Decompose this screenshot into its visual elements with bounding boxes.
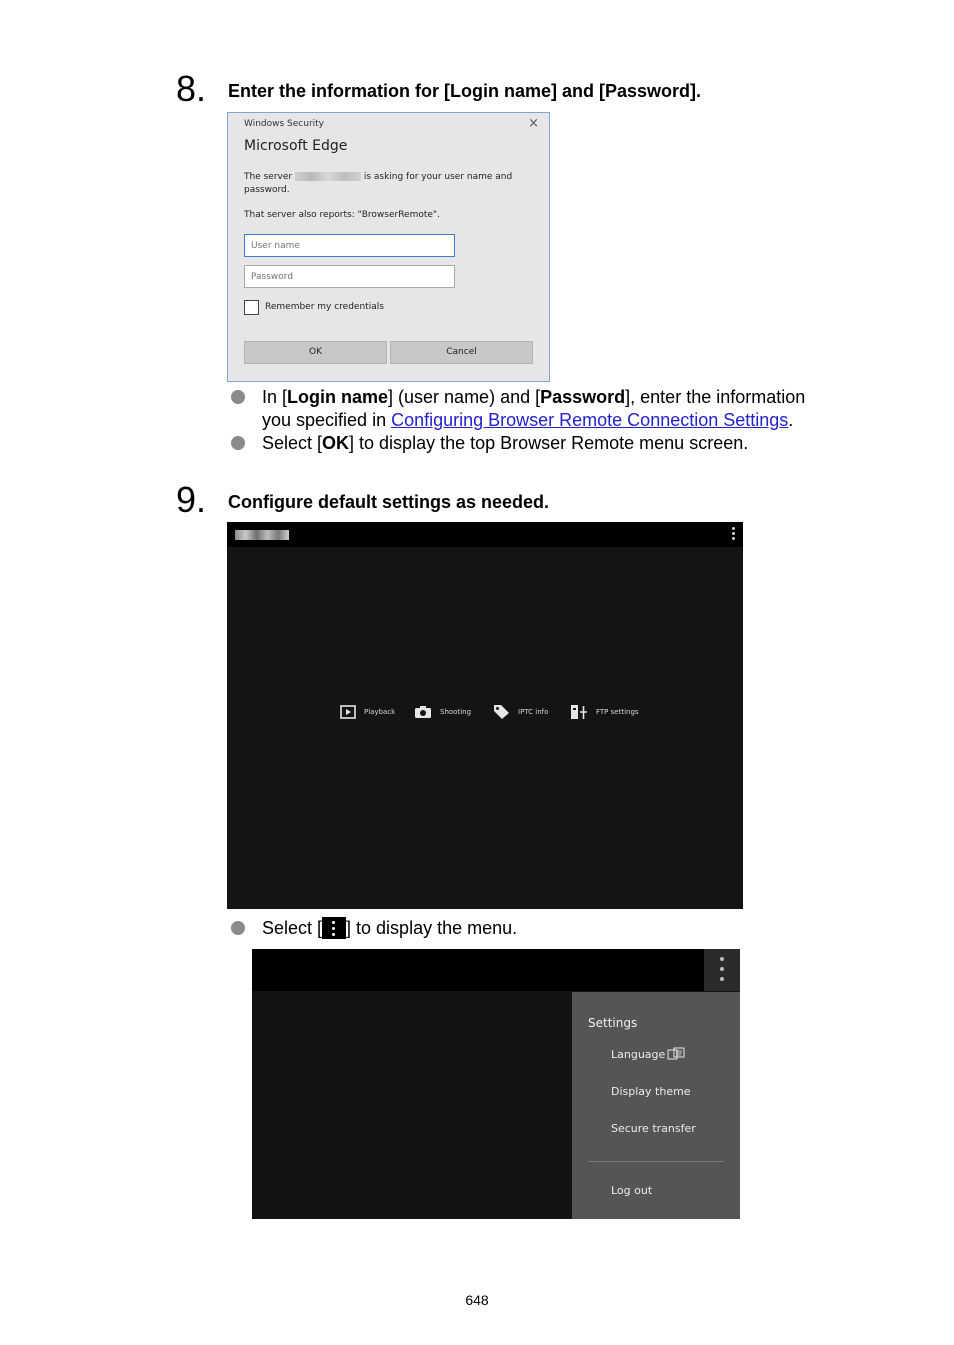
secure-transfer-menu-item[interactable]: Secure transfer	[611, 1122, 696, 1135]
dialog-message-after: is asking for your user name and password.	[244, 172, 513, 195]
configuring-settings-link[interactable]: Configuring Browser Remote Connection Settings	[391, 410, 789, 430]
bullet-login-text	[262, 386, 862, 432]
language-icon	[667, 1047, 685, 1061]
bullet-menu-text	[262, 917, 862, 940]
menu-top-bar	[252, 949, 740, 991]
bullet-dot	[231, 436, 245, 450]
username-input[interactable]	[244, 234, 455, 257]
settings-menu-screen	[252, 949, 740, 1219]
page-number: 648	[465, 1292, 489, 1308]
bullet-dot	[231, 921, 245, 935]
step-9-title: Configure default settings as needed.	[228, 492, 550, 512]
text-span: ] (user name) and [	[388, 387, 541, 407]
text-span: ] to display the menu.	[346, 918, 518, 938]
remember-label: Remember my credentials	[265, 302, 384, 312]
playback-icon	[340, 705, 356, 719]
inline-kebab-icon	[322, 917, 346, 939]
top-bar	[227, 522, 743, 547]
settings-panel	[572, 992, 740, 1219]
text-span: In [	[262, 387, 288, 407]
text-span: you specified in	[262, 410, 392, 430]
iptc-menu-item[interactable]	[493, 702, 548, 722]
windows-security-dialog	[227, 112, 550, 382]
camera-icon	[414, 705, 432, 719]
dialog-message	[244, 171, 524, 197]
dialog-server-report: That server also reports: "BrowserRemote".	[244, 210, 440, 220]
close-icon[interactable]: ×	[528, 116, 539, 131]
playback-menu-item[interactable]	[340, 702, 395, 722]
ok-bold: OK	[322, 433, 350, 453]
dialog-message-before: The server	[244, 172, 295, 182]
language-label: Language	[611, 1047, 666, 1061]
tag-icon	[493, 704, 510, 720]
kebab-menu-button[interactable]	[704, 949, 740, 991]
cancel-button[interactable]: Cancel	[390, 341, 533, 364]
settings-heading: Settings	[588, 1016, 638, 1030]
browser-remote-top-screen	[227, 522, 743, 909]
bullet-ok-text	[262, 432, 862, 455]
ftp-menu-item[interactable]	[570, 702, 639, 722]
password-input[interactable]	[244, 265, 455, 288]
bullet-dot	[231, 390, 245, 404]
step-8-number: 8.	[176, 68, 207, 109]
password-bold: Password	[540, 387, 626, 407]
login-name-bold: Login name	[287, 387, 389, 407]
dialog-window-title: Windows Security	[244, 119, 324, 129]
text-span: .	[788, 410, 794, 430]
shooting-label: Shooting	[440, 708, 472, 716]
display-theme-menu-item[interactable]: Display theme	[611, 1085, 691, 1098]
ok-button[interactable]: OK	[244, 341, 387, 364]
kebab-menu-icon[interactable]	[729, 526, 737, 542]
text-span: ], enter the information	[625, 387, 806, 407]
language-menu-item[interactable]	[611, 1047, 685, 1061]
ftp-settings-icon	[570, 704, 588, 720]
ftp-label: FTP settings	[596, 708, 639, 716]
text-span: ] to display the top Browser Remote menu screen.	[349, 433, 749, 453]
main-menu	[227, 702, 743, 722]
playback-label: Playback	[364, 708, 396, 716]
iptc-label: IPTC info	[518, 708, 549, 716]
menu-divider	[588, 1161, 724, 1162]
dialog-app-name: Microsoft Edge	[244, 138, 348, 154]
remember-checkbox[interactable]	[244, 300, 259, 315]
shooting-menu-item[interactable]	[414, 702, 471, 722]
step-8-title: Enter the information for [Login name] and [Password].	[228, 81, 702, 101]
log-out-menu-item[interactable]: Log out	[611, 1184, 653, 1197]
step-9-number: 9.	[176, 479, 207, 520]
text-span: Select [	[262, 433, 323, 453]
blurred-server-address	[295, 172, 361, 181]
text-span: Select [	[262, 918, 323, 938]
camera-logo	[235, 530, 289, 540]
